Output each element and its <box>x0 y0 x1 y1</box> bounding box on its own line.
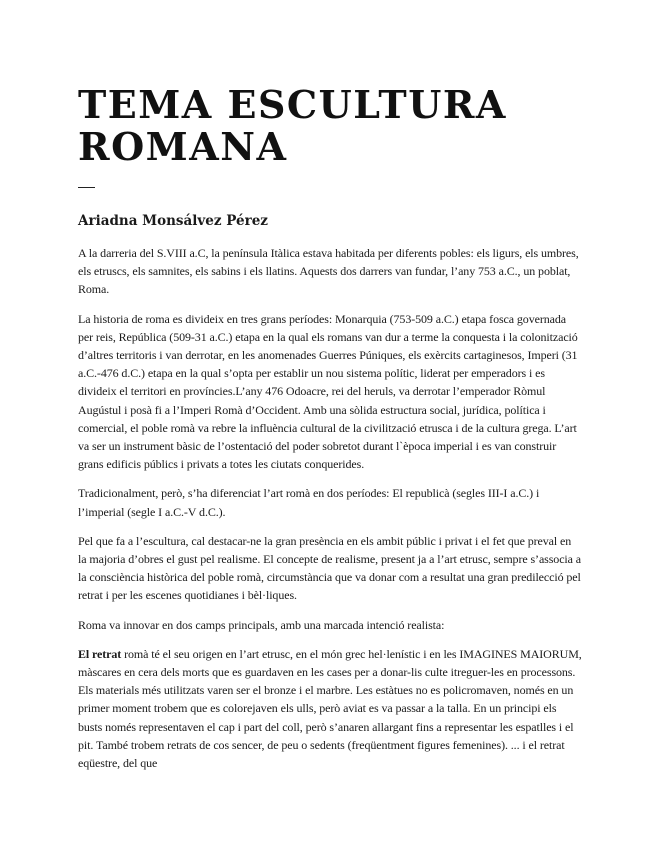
paragraph-history: La historia de roma es divideix en tres grans períodes: Monarquia (753-509 a.C.) etapa fosca governada per reis, República (509-31 a.C.) etapa en la qual els romans van dur a terme la conquesta i la colonització d’altres territoris i van derrotar, en les anomenades Guerres Púniques, els exèrcits cartaginesos, Imperi (31 a.C.-476 d.C.) etapa en la qual s’opta per establir un nou sistema polític, liderat per emperadors i es divideix el territori en províncies.L’any 476 Odoacre, rei del heruls, va derrotar l’emperador Ròmul Augústul i posà fi a l’Imperi Romà d’Occident. Amb una sòlida estructura social, jurídica, política i comercial, el poble romà va rebre la influència cultural de la civilització etrusca i de la cultura grega. L’art va ser un instrument bàsic de l’ostentació del poder sobretot durant l`època imperial i es van construir grans edificis públics i privats a totes les ciutats conquerides. <box>78 311 578 472</box>
document-page <box>78 84 582 783</box>
paragraph-innovation: Roma va innovar en dos camps principals, amb una marcada intenció realista: <box>78 617 445 632</box>
document-title <box>78 84 582 168</box>
title-divider <box>78 187 95 188</box>
paragraph-sculpture: Pel que fa a l’escultura, cal destacar-ne la gran presència en els ambit públic i privat i el fet que preval en la majoria d’obres el gust pel realisme. El concepte de realisme, present ja a l’art etrusc, sempre s’associa a la consciència històrica del poble romà, circumstància que va donar com a resultat una gran predilecció pel retrat i per les escenes quotidianes i bèl·liques. <box>78 533 582 603</box>
portrait-heading: El retrat <box>78 646 122 661</box>
title-line-2: ROMANA <box>78 124 288 169</box>
paragraph-intro: A la darreria del S.VIII a.C, la península Itàlica estava habitada per diferents pobles: els ligurs, els umbres, els etruscs, els samnites, els sabins i els llatins. Aquests dos darrers van fundar, l’any 753 a.C., un poblat, Roma. <box>78 246 579 297</box>
paragraph-portrait <box>78 645 582 772</box>
paragraph-periods: Tradicionalment, però, s’ha diferenciat l’art romà en dos períodes: El republicà (segles III-I a.C.) i l’imperial (segle I a.C.-V d.C.). <box>78 486 540 519</box>
portrait-text: romà té el seu origen en l’art etrusc, en el món grec hel·lenístic i en les IMAGINES MAIORUM, màscares en cera dels morts que es guardaven en les cases per a donar-lis culte itreguer-les en processons. Els materials més utilitzats varen ser el bronze i el marbre. Les estàtues no es policromaven, només en un primer moment trobem que es colorejaven els ulls, però aviat es va passar a la talla. En un principi els busts només representaven el cap i part del coll, però s’anaren allargant fins a representar les espatlles i el pit. També trobem retrats de cos sencer, de peu o sedents (freqüentment figures femenines). ... i el retrat eqüestre, del que <box>78 646 582 771</box>
title-line-1: TEMA ESCULTURA <box>78 82 507 127</box>
author-name: Ariadna Monsálvez Pérez <box>78 213 268 229</box>
